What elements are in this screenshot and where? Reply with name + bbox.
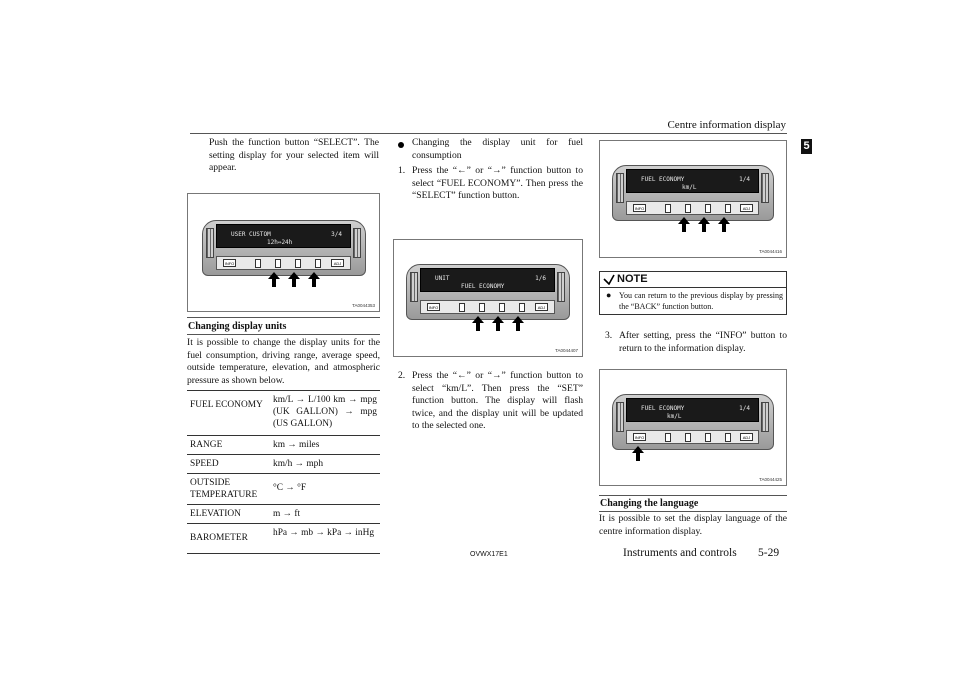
adj-button[interactable]: ADJ bbox=[740, 433, 753, 441]
function-button-1[interactable] bbox=[459, 303, 465, 312]
function-button-1[interactable] bbox=[255, 259, 261, 268]
arrow-up-icon bbox=[632, 446, 644, 461]
note-label: NOTE bbox=[617, 273, 648, 285]
note-hand-icon bbox=[603, 274, 615, 285]
step3-text: After setting, press the “INFO” button to return to the information display. bbox=[619, 330, 787, 354]
function-button-3[interactable] bbox=[705, 433, 711, 442]
function-button-4[interactable] bbox=[725, 433, 731, 442]
function-button-row bbox=[626, 201, 759, 215]
figure-user-custom bbox=[187, 193, 380, 312]
left-vent bbox=[616, 402, 624, 432]
table-cell-item: OUTSIDE TEMPERATURE bbox=[187, 474, 270, 505]
figure-code: TA0044353 bbox=[352, 303, 375, 308]
table-cell-item: BAROMETER bbox=[187, 524, 270, 554]
header-rule bbox=[190, 133, 787, 134]
step3-number: 3. bbox=[605, 330, 613, 341]
function-button-3[interactable] bbox=[499, 303, 505, 312]
info-screen bbox=[626, 169, 759, 193]
table-row bbox=[187, 455, 380, 474]
footer-section: Instruments and controls bbox=[623, 547, 737, 559]
step1-number: 1. bbox=[398, 165, 406, 176]
left-vent bbox=[616, 173, 624, 203]
step2-number: 2. bbox=[398, 370, 406, 381]
screen-value: FUEL ECONOMY bbox=[461, 283, 505, 290]
screen-value: km/L bbox=[682, 184, 697, 191]
section-rule-bottom bbox=[599, 511, 787, 512]
arrow-up-icon bbox=[308, 272, 320, 287]
adj-button[interactable]: ADJ bbox=[535, 303, 548, 311]
table-cell-item: SPEED bbox=[187, 455, 270, 474]
table-row bbox=[187, 436, 380, 455]
adj-button[interactable]: ADJ bbox=[331, 259, 344, 267]
info-button[interactable]: INFO bbox=[428, 305, 439, 310]
arrow-up-icon bbox=[472, 316, 484, 331]
note-rule bbox=[600, 287, 786, 288]
left-vent bbox=[410, 272, 418, 302]
screen-page: 3/4 bbox=[331, 231, 342, 238]
function-button-row bbox=[626, 430, 759, 444]
figure-code: TA0044416 bbox=[759, 249, 782, 254]
right-vent bbox=[557, 272, 565, 302]
figure-info-return bbox=[599, 369, 787, 486]
right-vent bbox=[353, 228, 361, 258]
left-vent bbox=[206, 228, 214, 258]
screen-value: 12h⇔24h bbox=[267, 239, 293, 246]
function-button-4[interactable] bbox=[519, 303, 525, 312]
screen-title: UNIT bbox=[435, 275, 450, 282]
function-button-4[interactable] bbox=[725, 204, 731, 213]
screen-page: 1/6 bbox=[535, 275, 546, 282]
note-text: You can return to the previous display by pressing the “BACK” function button. bbox=[619, 291, 783, 311]
function-button-4[interactable] bbox=[315, 259, 321, 268]
press-arrows bbox=[632, 446, 648, 462]
section-rule-top bbox=[187, 317, 380, 318]
section-title-language: Changing the language bbox=[600, 498, 699, 509]
press-arrows bbox=[472, 316, 532, 332]
table-row bbox=[187, 474, 380, 505]
step1-text: Press the “←” or “→” function button to select “FUEL ECONOMY”. Then press the “SELECT” function button. bbox=[412, 165, 583, 202]
chapter-tab: 5 bbox=[801, 139, 812, 154]
table-cell-units: m → ft bbox=[270, 505, 380, 524]
info-button[interactable]: INFO bbox=[634, 435, 645, 440]
function-button-3[interactable] bbox=[705, 204, 711, 213]
step-select-text: Push the function button “SELECT”. The setting display for your selected item will appear. bbox=[209, 137, 379, 174]
page-number: 5-29 bbox=[758, 547, 780, 559]
section-rule-top bbox=[599, 495, 787, 496]
language-body: It is possible to set the display language of the centre information display. bbox=[599, 513, 787, 537]
table-row bbox=[187, 391, 380, 436]
screen-page: 1/4 bbox=[739, 176, 750, 183]
function-button-2[interactable] bbox=[275, 259, 281, 268]
function-button-2[interactable] bbox=[685, 433, 691, 442]
bullet-icon bbox=[398, 142, 404, 148]
note-box bbox=[599, 271, 787, 315]
info-screen bbox=[420, 268, 555, 292]
section-title-units: Changing display units bbox=[188, 321, 287, 332]
section-rule-bottom bbox=[187, 334, 380, 335]
table-cell-units: km/L → L/100 km → mpg (UK GALLON) → mpg (US GALLON) bbox=[270, 391, 380, 436]
figure-fuel-economy-select bbox=[599, 140, 787, 258]
right-vent bbox=[761, 173, 769, 203]
screen-title: FUEL ECONOMY bbox=[641, 176, 685, 183]
function-button-1[interactable] bbox=[665, 433, 671, 442]
table-cell-units: km → miles bbox=[270, 436, 380, 455]
step2-text: Press the “←” or “→” function button to select “km/L”. Then press the “SET” function button. The display will flash twice, and the display unit will be updated to the selected one. bbox=[412, 370, 583, 432]
table-cell-units: km/h → mph bbox=[270, 455, 380, 474]
arrow-up-icon bbox=[678, 217, 690, 232]
figure-code: TA0044407 bbox=[555, 348, 578, 353]
arrow-up-icon bbox=[268, 272, 280, 287]
info-button[interactable]: INFO bbox=[224, 261, 235, 266]
function-button-3[interactable] bbox=[295, 259, 301, 268]
bullet-text: Changing the display unit for fuel consumption bbox=[412, 137, 583, 161]
note-bullet-icon: ● bbox=[606, 290, 612, 300]
units-table bbox=[187, 390, 380, 554]
info-screen bbox=[626, 398, 759, 422]
running-header: Centre information display bbox=[667, 119, 786, 131]
screen-page: 1/4 bbox=[739, 405, 750, 412]
table-row bbox=[187, 505, 380, 524]
function-button-2[interactable] bbox=[685, 204, 691, 213]
table-cell-units: °C → °F bbox=[270, 474, 380, 505]
arrow-up-icon bbox=[492, 316, 504, 331]
press-arrows bbox=[268, 272, 328, 288]
screen-title: USER CUSTOM bbox=[231, 231, 271, 238]
table-cell-item: RANGE bbox=[187, 436, 270, 455]
info-button[interactable]: INFO bbox=[634, 206, 645, 211]
arrow-up-icon bbox=[718, 217, 730, 232]
table-cell-item: ELEVATION bbox=[187, 505, 270, 524]
screen-title: FUEL ECONOMY bbox=[641, 405, 685, 412]
info-screen bbox=[216, 224, 351, 248]
table-cell-item: FUEL ECONOMY bbox=[187, 391, 270, 436]
function-button-row bbox=[420, 300, 555, 314]
function-button-1[interactable] bbox=[665, 204, 671, 213]
units-body: It is possible to change the display units for the fuel consumption, driving range, average speed, outside temperature, elevation, and atmospheric pressure as shown below. bbox=[187, 337, 380, 386]
arrow-up-icon bbox=[512, 316, 524, 331]
footer-code: OVWX17E1 bbox=[470, 551, 508, 558]
arrow-up-icon bbox=[698, 217, 710, 232]
right-vent bbox=[761, 402, 769, 432]
screen-value: km/L bbox=[667, 413, 682, 420]
figure-unit bbox=[393, 239, 583, 357]
table-row bbox=[187, 524, 380, 554]
table-cell-units: hPa → mb → kPa → inHg bbox=[270, 524, 380, 554]
press-arrows bbox=[678, 217, 738, 233]
adj-button[interactable]: ADJ bbox=[740, 204, 753, 212]
figure-code: TA0044425 bbox=[759, 477, 782, 482]
function-button-row bbox=[216, 256, 351, 270]
arrow-up-icon bbox=[288, 272, 300, 287]
function-button-2[interactable] bbox=[479, 303, 485, 312]
